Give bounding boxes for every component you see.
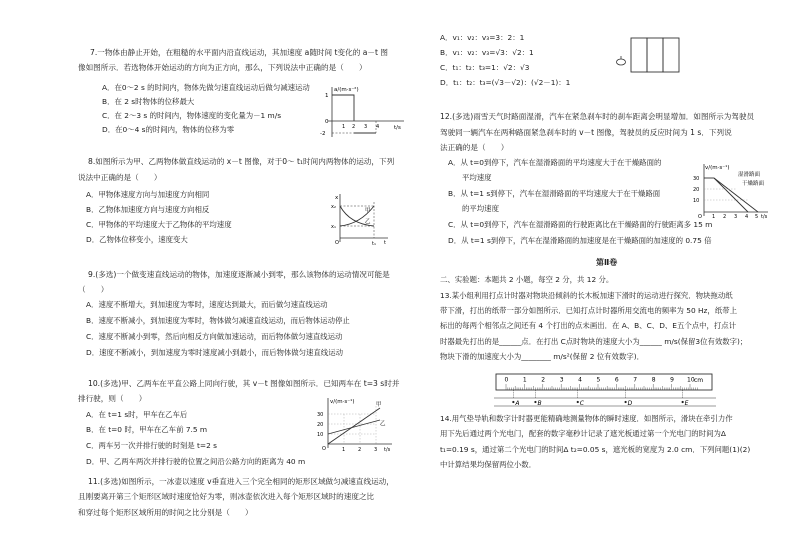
q11-option-b: B．v₁：v₂：v₃=√3：√2：1 xyxy=(440,48,534,57)
q12-graph-tick: 5 xyxy=(755,214,759,220)
q7-graph-xlabel: t/s xyxy=(394,125,401,131)
q8-graph-x1: x₁ xyxy=(331,224,336,230)
q10-option-c: C．两车另一次并排行驶的时刻是 t=2 s xyxy=(86,441,217,450)
q7-graph-tick: 3 xyxy=(364,124,368,130)
q9-option-b: B．速度不断减小，到加速度为零时，物体做匀减速直线运动，而后物体运动停止 xyxy=(86,316,350,325)
q8-option-c: C．甲物体的平均速度大于乙物体的平均速度 xyxy=(86,220,232,229)
q8-stem-line2: 说法中正确的是（ ） xyxy=(78,173,162,182)
q10-option-b: B．在 t=0 时，甲车在乙车前 7.5 m xyxy=(86,425,208,434)
ruler-number: 4 xyxy=(578,376,582,384)
q14-line2: 用下先后通过两个光电门，配套的数字毫秒计记录了遮光板通过第一个光电门的时间为Δ xyxy=(440,429,726,438)
tape-point-dot xyxy=(625,401,627,403)
q13-line4: 时器最先打出的是______点．在打出 C点时物块的速度大小为______ m/s(保留3位有效数字)； xyxy=(440,337,748,346)
q9-option-d: D．速度不断减小，到加速度为零时速度减小到最小，而后物体做匀速直线运动 xyxy=(86,348,343,357)
q12-stem-line2: 驾驶同一辆汽车在两种路面紧急刹车时的 v－t 图像，驾驶员的反应时间为 1 s．下列说 xyxy=(440,128,732,137)
q12-graph-tick: 3 xyxy=(734,214,738,220)
q8-option-a: A．甲物体速度方向与加速度方向相同 xyxy=(86,190,210,199)
q13-line3: 标出的每两个相邻点之间还有 4 个打出的点未画出．在 A、B、C、D、E五个点中，打点计 xyxy=(440,321,737,330)
q12-graph-o: O xyxy=(698,214,702,220)
q12-option-b: B．从 t=1 s到停下，汽车在湿滑路面的平均速度大于在干燥路面 xyxy=(448,189,661,198)
q10-graph-tick: 3 xyxy=(374,447,378,452)
q7-graph-tick: 1 xyxy=(342,124,346,130)
q12-stem-line1: 12.(多选)雨雪天气时路面湿滑，汽车在紧急刹车时的刹车距离会明显增加．如图所示为驾驶员 xyxy=(440,112,755,121)
q12-option-a-cont: 平均速度 xyxy=(462,173,492,182)
ruler-unit: cm xyxy=(694,377,704,384)
q10-stem-line2: 排行驶，则（ ） xyxy=(78,394,147,403)
q7-graph-ym: -2 xyxy=(320,131,326,137)
q12-option-c: C．从 t=0到停下，汽车在湿滑路面的行驶距离比在干燥路面的行驶距离多 15 m xyxy=(448,220,713,229)
ruler-number: 10 xyxy=(687,376,695,384)
q8-graph-t: t xyxy=(384,240,386,246)
q10-graph-ylabel: v/(m·s⁻¹) xyxy=(330,399,355,405)
q7-graph-y1: 1 xyxy=(325,93,329,99)
q11-curling-figure xyxy=(615,36,685,74)
q10-graph-yi: 乙 xyxy=(380,421,386,427)
q10-graph-y20: 20 xyxy=(317,422,324,428)
tape-point-dot xyxy=(512,401,514,403)
q12-graph-xlabel: t/s xyxy=(761,214,768,220)
q7-option-c: C．在 2～3 s 的时间内，物体速度的变化量为－1 m/s xyxy=(102,111,282,120)
q13-ruler-figure xyxy=(494,372,716,410)
q10-stem-line1: 10.(多选)甲、乙两车在平直公路上同向行驶，其 v－t 图像如图所示．已知两车在 t=3 s时并 xyxy=(88,379,400,388)
q10-graph-tick: 2 xyxy=(358,447,362,452)
q8-graph-o: O xyxy=(335,240,339,246)
q7-option-d: D．在0～4 s的时间内，物体的位移为零 xyxy=(102,125,235,134)
q12-graph-tick: 4 xyxy=(745,214,749,220)
part2-title: 第Ⅱ卷 xyxy=(596,258,618,267)
q13-line1: 13.某小组利用打点计时器对物块沿倾斜的长木板加速下滑时的运动进行探究．物块拖动纸 xyxy=(440,291,733,300)
tape-point-dot xyxy=(682,401,684,403)
q11-option-a: A．v₁：v₂：v₃=3：2：1 xyxy=(440,33,525,42)
q9-stem-line1: 9.(多选)一个做变速直线运动的物体，加速度逐渐减小到零，那么该物体的运动情况可能是 xyxy=(88,270,390,279)
q11-stem-line3: 和穿过每个矩形区域所用的时间之比分别是（ ） xyxy=(78,508,253,517)
q7-option-a: A．在0～2 s 的时间内，物体先做匀速直线运动后做匀减速运动 xyxy=(102,83,310,92)
q13-line5: 物块下滑的加速度大小为________ m/s²(保留 2 位有效数字)． xyxy=(440,352,645,361)
tape-point-label: A xyxy=(515,400,520,407)
q10-graph-jia: 甲 xyxy=(376,402,382,408)
q10-graph-y10: 10 xyxy=(317,432,324,438)
q10-graph-tick: 1 xyxy=(342,447,346,452)
q8-option-d: D．乙物体位移变小，速度变大 xyxy=(86,235,188,244)
q10-graph-xlabel: t/s xyxy=(384,447,391,452)
ruler-number: 0 xyxy=(504,376,509,384)
tape-point-dot xyxy=(577,401,579,403)
q12-graph-ylabel: v/(m·s⁻¹) xyxy=(705,165,730,171)
q10-graph-y30: 30 xyxy=(317,412,324,418)
q8-xt-graph xyxy=(330,190,390,246)
q7-graph-tick: 2 xyxy=(352,124,356,130)
q12-stem-line3: 法正确的是（ ） xyxy=(440,143,509,152)
ruler-number: 7 xyxy=(633,376,638,384)
q12-graph-y20: 20 xyxy=(693,187,700,193)
tape-point-label: B xyxy=(537,400,542,407)
q12-graph-tick: 2 xyxy=(723,214,727,220)
q12-graph-dry: 干燥路面 xyxy=(742,181,765,187)
q12-vt-graph xyxy=(690,160,770,220)
q7-graph-tick: 4 xyxy=(376,124,380,130)
q8-option-b: B．乙物体加速度方向与速度方向相反 xyxy=(86,205,210,214)
q11-stem-line1: 11.(多选)如图所示，一冰壶以速度 v垂直进入三个完全相同的矩形区域做匀减速直线运动， xyxy=(88,477,394,486)
tape-point-label: D xyxy=(627,400,633,407)
q10-option-d: D．甲、乙两车两次并排行驶的位置之间沿公路方向的距离为 40 m xyxy=(86,457,306,466)
q9-option-c: C．速度不断减小到零，然后向相反方向做加速运动，而后物体做匀速直线运动 xyxy=(86,332,343,341)
q11-option-d: D．t₁：t₂：t₃=(√3－√2)：(√2－1)：1 xyxy=(440,78,571,87)
q12-graph-y10: 10 xyxy=(693,198,700,204)
tape-point-label: E xyxy=(684,400,689,407)
curling-stone-icon xyxy=(617,59,626,65)
q12-graph-tick: 1 xyxy=(712,214,716,220)
tape-point-label: C xyxy=(579,400,584,407)
q13-line2: 带下滑，打出的纸带一部分如图所示．已知打点计时器所用交流电的频率为 50 Hz，纸带上 xyxy=(440,306,737,315)
tape-point-dot xyxy=(534,401,536,403)
q10-option-a: A．在 t=1 s时，甲车在乙车后 xyxy=(86,410,188,419)
q9-option-a: A．速度不断增大，到加速度为零时，速度达到最大，而后做匀速直线运动 xyxy=(86,300,328,309)
q7-option-b: B．在 2 s时物体的位移最大 xyxy=(102,97,195,106)
q7-stem-line1: 7.一物体由静止开始，在粗糙的水平面内沿直线运动，其加速度 a随时间 t变化的 a－t 图 xyxy=(90,48,388,57)
q8-graph-jia: 甲 xyxy=(365,208,371,214)
ruler-number: 2 xyxy=(541,376,546,384)
ruler-number: 8 xyxy=(651,376,656,384)
q10-vt-graph xyxy=(314,394,394,452)
q12-option-a: A．从 t=0到停下，汽车在湿滑路面的平均速度大于在干燥路面的 xyxy=(448,158,662,167)
q8-graph-t1: t₁ xyxy=(372,241,376,246)
q8-graph-x2: x₂ xyxy=(331,204,336,210)
q14-line4: 中计算结果均保留两位小数． xyxy=(440,460,537,469)
q12-graph-wet: 湿滑路面 xyxy=(738,172,761,178)
section-heading: 二、实验题：本题共 2 小题，每空 2 分，共 12 分。 xyxy=(440,275,614,284)
q10-graph-o: O xyxy=(322,446,326,452)
q8-stem-line1: 8.如图所示为甲、乙两物体做直线运动的 x－t 图像，对于0～ t₁时间内两物体的运动，下列 xyxy=(88,157,395,166)
q12-option-d: D．从 t=1 s到停下，汽车在湿滑路面的加速度是在干燥路面的加速度的 0.75 倍 xyxy=(448,236,712,245)
q8-graph-x: x xyxy=(335,195,339,201)
q12-graph-y30: 30 xyxy=(693,176,700,182)
ruler-number: 5 xyxy=(596,376,601,384)
q9-stem-line2: （ ） xyxy=(78,285,109,294)
q7-at-graph xyxy=(320,83,410,139)
q11-stem-line2: 且刚要离开第三个矩形区域时速度恰好为零，则冰壶依次进入每个矩形区域时的速度之比 xyxy=(78,492,375,501)
q7-graph-y0: 0 xyxy=(325,119,329,125)
q11-option-c: C．t₁：t₂：t₃=1：√2：√3 xyxy=(440,63,530,72)
q7-graph-ylabel: a/(m·s⁻²) xyxy=(334,87,359,93)
q14-line3: t₁=0.19 s，通过第二个光电门的时间Δ t₂=0.05 s，遮光板的宽度为 2.0 cm．下列问题(1)(2) xyxy=(440,445,751,454)
ruler-number: 6 xyxy=(614,376,619,384)
ruler-number: 1 xyxy=(522,376,527,384)
q12-option-b-cont: 的平均速度 xyxy=(462,204,499,213)
q14-line1: 14.用气垫导轨和数字计时器更能精确地测量物体的瞬时速度．如图所示，滑块在牵引力作 xyxy=(440,414,733,423)
q7-stem-line2: 像如图所示．若选物体开始运动的方向为正方向，那么，下列说法中正确的是（ ） xyxy=(78,63,367,72)
q8-graph-yi: 乙 xyxy=(365,219,371,225)
ruler-number: 9 xyxy=(670,376,674,384)
ruler-number: 3 xyxy=(559,376,564,384)
